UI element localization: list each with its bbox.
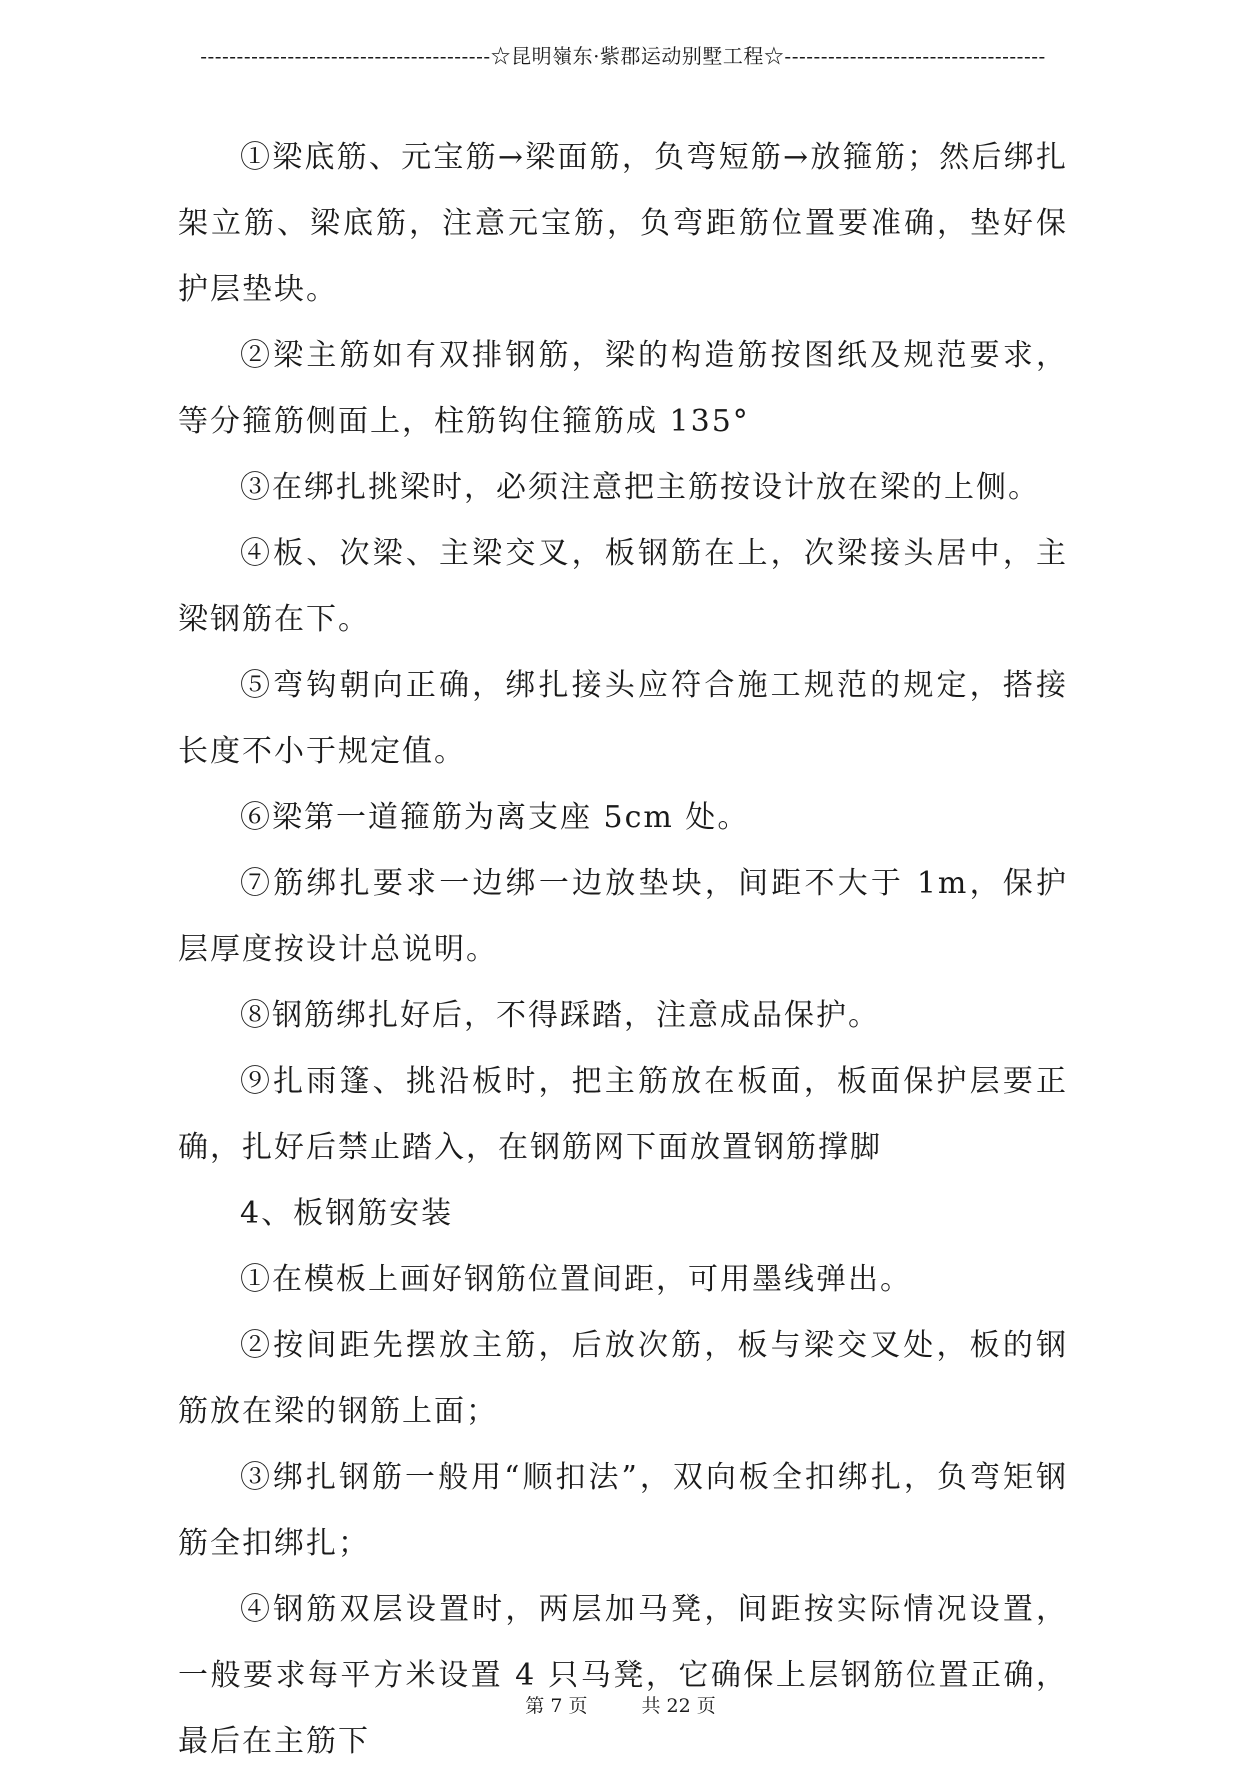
paragraph-6: ⑥梁第一道箍筋为离支座 5cm 处。 xyxy=(240,800,750,835)
paragraph-10: ①在模板上画好钢筋位置间距，可用墨线弹出。 xyxy=(240,1262,912,1297)
page-total: 共 22 页 xyxy=(641,1695,716,1717)
page-header: ----------------------------------------☆昆明嶺东·紫郡运动别墅工程☆------------------------------------ xyxy=(200,44,1046,68)
document-body xyxy=(178,125,1068,1775)
section-heading: 4、板钢筋安装 xyxy=(240,1196,454,1231)
paragraph-12: ③绑扎钢筋一般用“顺扣法”，双向板全扣绑扎，负弯矩钢筋全扣绑扎； xyxy=(178,1460,1068,1561)
page-number: 第 7 页 xyxy=(525,1695,588,1717)
page-footer xyxy=(0,1691,1241,1718)
paragraph-8: ⑧钢筋绑扎好后，不得踩踏，注意成品保护。 xyxy=(240,998,880,1033)
paragraph-3: ③在绑扎挑梁时，必须注意把主筋按设计放在梁的上侧。 xyxy=(240,470,1040,505)
paragraph-9: ⑨扎雨篷、挑沿板时，把主筋放在板面，板面保护层要正确，扎好后禁止踏入，在钢筋网下面放置钢筋撑脚 xyxy=(178,1064,1068,1165)
paragraph-13: ④钢筋双层设置时，两层加马凳，间距按实际情况设置，一般要求每平方米设置 4 只马凳，它确保上层钢筋位置正确，最后在主筋下 xyxy=(178,1592,1068,1759)
paragraph-4: ④板、次梁、主梁交叉，板钢筋在上，次梁接头居中，主梁钢筋在下。 xyxy=(178,536,1068,637)
paragraph-2: ②梁主筋如有双排钢筋，梁的构造筋按图纸及规范要求，等分箍筋侧面上，柱筋钩住箍筋成 135° xyxy=(178,338,1068,439)
paragraph-11: ②按间距先摆放主筋，后放次筋，板与梁交叉处，板的钢筋放在梁的钢筋上面； xyxy=(178,1328,1068,1429)
paragraph-5: ⑤弯钩朝向正确，绑扎接头应符合施工规范的规定，搭接长度不小于规定值。 xyxy=(178,668,1068,769)
paragraph-7: ⑦筋绑扎要求一边绑一边放垫块，间距不大于 1m，保护层厚度按设计总说明。 xyxy=(178,866,1068,967)
paragraph-1: ①梁底筋、元宝筋→梁面筋，负弯短筋→放箍筋；然后绑扎架立筋、梁底筋，注意元宝筋，负弯距筋位置要准确，垫好保护层垫块。 xyxy=(178,140,1068,307)
